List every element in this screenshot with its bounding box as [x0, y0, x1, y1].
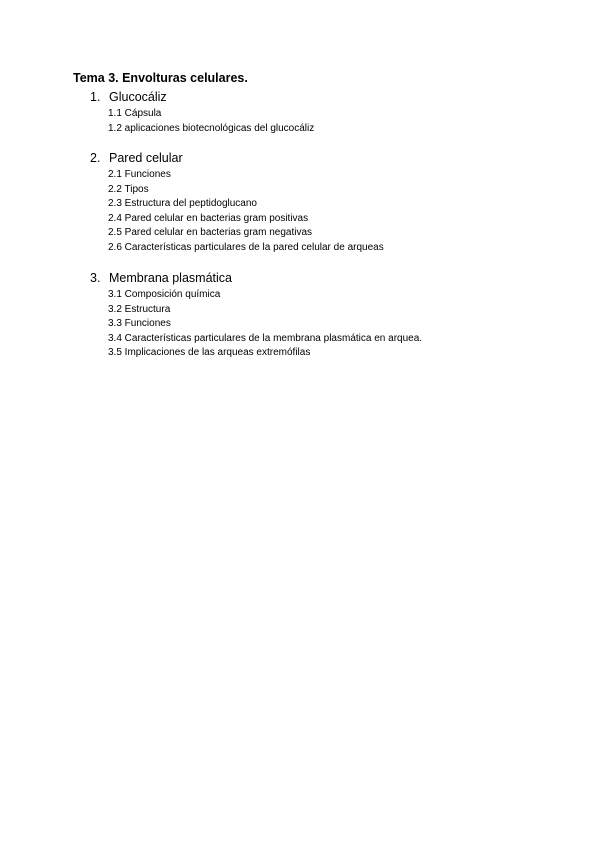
section-heading [90, 270, 570, 287]
subsection-item: 2.3 Estructura del peptidoglucano [108, 198, 257, 210]
section-heading [90, 89, 570, 106]
section-glucocaliz [90, 89, 570, 136]
document-title: Tema 3. Envolturas celulares. [73, 71, 248, 85]
subsection-item: 3.1 Composición química [108, 289, 221, 300]
subsection-item: 2.2 Tipos [108, 183, 149, 195]
subsection-item: 1.2 aplicaciones biotecnológicas del glucocáliz [108, 122, 315, 134]
subsection-item: 3.3 Funciones [108, 318, 171, 330]
section-heading [90, 150, 570, 167]
section-title: Membrana plasmática [109, 271, 232, 285]
section-pared-celular [90, 150, 570, 256]
subsection-item: 2.6 Características particulares de la pared celular de arqueas [108, 241, 384, 253]
section-number: 3. [90, 271, 101, 285]
section-membrana-plasmatica [90, 270, 570, 361]
subsection-item: 1.1 Cápsula [108, 108, 162, 119]
section-title: Glucocáliz [109, 90, 167, 104]
subsection-item: 2.4 Pared celular en bacterias gram positivas [108, 212, 309, 224]
subsection-item: 3.2 Estructura [108, 303, 171, 315]
subsection-item: 3.4 Características particulares de la membrana plasmática en arquea. [108, 332, 423, 344]
section-title: Pared celular [109, 151, 183, 165]
subsection-item: 2.1 Funciones [108, 169, 171, 180]
subsection-item: 3.5 Implicaciones de las arqueas extremófilas [108, 347, 311, 359]
section-number: 2. [90, 151, 101, 165]
section-number: 1. [90, 90, 101, 104]
subsection-item: 2.5 Pared celular en bacterias gram negativas [108, 227, 313, 239]
subsection-list [90, 168, 570, 256]
subsection-list [90, 107, 570, 136]
subsection-list [90, 288, 570, 361]
